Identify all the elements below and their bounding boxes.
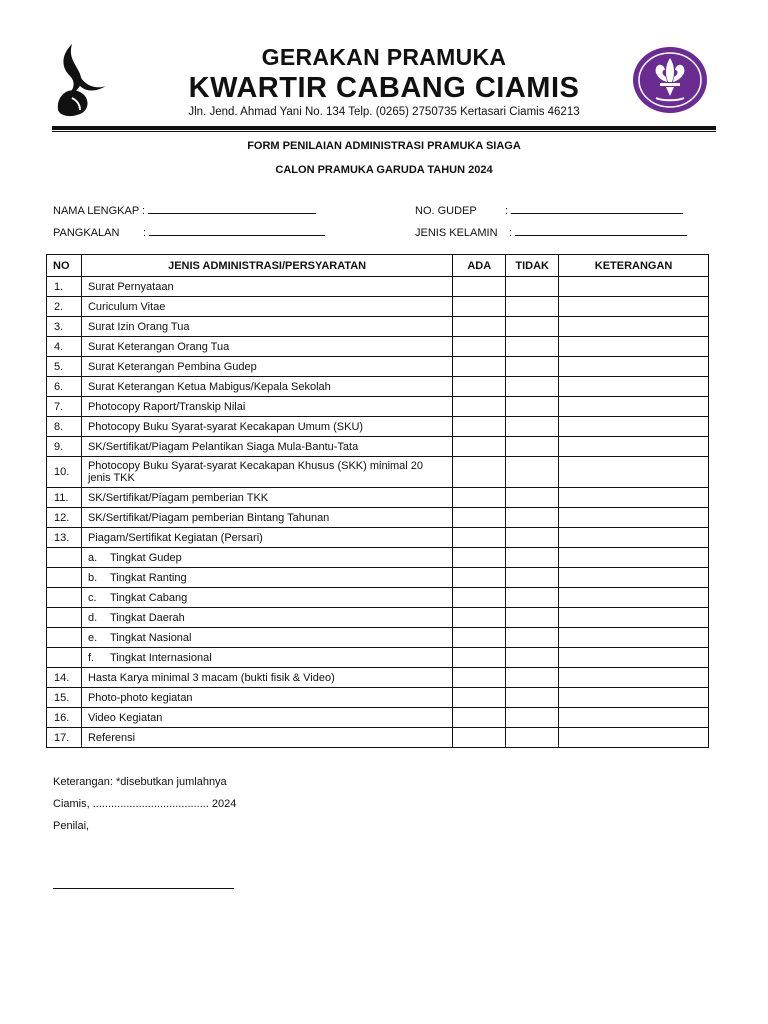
cell-ada[interactable] [453,377,506,397]
cell-keterangan[interactable] [559,337,709,357]
row-requirement: Photo-photo kegiatan [81,688,452,708]
row-number [47,628,82,648]
cell-keterangan[interactable] [559,457,709,488]
cell-ada[interactable] [453,457,506,488]
form-subtitle: CALON PRAMUKA GARUDA TAHUN 2024 [275,164,493,176]
table-row [47,277,709,297]
row-requirement [81,628,452,648]
requirements-table [46,254,709,748]
cell-keterangan[interactable] [559,648,709,668]
row-requirement: SK/Sertifikat/Piagam pemberian Bintang Tahunan [81,508,452,528]
cell-keterangan[interactable] [559,548,709,568]
col-header-ada: ADA [453,255,506,277]
table-row [47,548,709,568]
cell-keterangan[interactable] [559,297,709,317]
cell-ada[interactable] [453,568,506,588]
table-row [47,317,709,337]
row-sub-letter: e. [87,631,98,644]
field-nama[interactable] [53,203,316,217]
cell-tidak[interactable] [506,568,559,588]
row-requirement [81,608,452,628]
row-number [47,548,82,568]
table-row [47,668,709,688]
cell-tidak[interactable] [506,297,559,317]
cell-ada[interactable] [453,688,506,708]
row-number: 9. [47,437,82,457]
cell-ada[interactable] [453,648,506,668]
row-sub-letter: d. [87,611,98,624]
header-divider [52,126,716,130]
row-requirement: Surat Pernyataan [81,277,452,297]
row-requirement [81,568,452,588]
footer-note: Keterangan: *disebutkan jumlahnya [53,776,227,788]
field-kelamin-line[interactable] [515,225,687,236]
col-header-jenis: JENIS ADMINISTRASI/PERSYARATAN [81,255,452,277]
cell-keterangan[interactable] [559,528,709,548]
cell-keterangan[interactable] [559,688,709,708]
row-number [47,608,82,628]
row-requirement: Referensi [81,728,452,748]
table-row [47,457,709,488]
cell-ada[interactable] [453,528,506,548]
row-requirement [81,588,452,608]
cell-ada[interactable] [453,608,506,628]
row-requirement-text: Tingkat Cabang [109,591,188,604]
cell-tidak[interactable] [506,548,559,568]
table-row [47,337,709,357]
cell-ada[interactable] [453,317,506,337]
row-number: 5. [47,357,82,377]
table-row [47,397,709,417]
cell-keterangan[interactable] [559,277,709,297]
row-number: 14. [47,668,82,688]
row-requirement-text: Tingkat Ranting [109,571,187,584]
table-row [47,528,709,548]
row-requirement: Surat Izin Orang Tua [81,317,452,337]
field-gudep-colon: : [505,205,509,217]
cell-ada[interactable] [453,337,506,357]
cell-ada[interactable] [453,488,506,508]
row-number: 1. [47,277,82,297]
footer-assessor: Penilai, [53,820,90,832]
col-header-keterangan: KETERANGAN [559,255,709,277]
cell-ada[interactable] [453,628,506,648]
table-row [47,357,709,377]
row-number: 8. [47,417,82,437]
field-nama-line[interactable] [148,203,316,214]
field-kelamin-colon: : [509,227,513,239]
cell-keterangan[interactable] [559,377,709,397]
cell-keterangan[interactable] [559,508,709,528]
row-number: 13. [47,528,82,548]
row-requirement: Video Kegiatan [81,708,452,728]
table-row [47,608,709,628]
row-number: 3. [47,317,82,337]
field-kelamin-label: JENIS KELAMIN [415,227,498,239]
row-requirement: Curiculum Vitae [81,297,452,317]
table-row [47,297,709,317]
table-row [47,628,709,648]
branch-name: KWARTIR CABANG CIAMIS [188,72,580,104]
cell-keterangan[interactable] [559,417,709,437]
table-row [47,728,709,748]
header-divider-thin [52,131,716,132]
cell-tidak[interactable] [506,357,559,377]
row-number: 12. [47,508,82,528]
row-number: 7. [47,397,82,417]
row-number: 15. [47,688,82,708]
field-pangkalan-colon: : [143,227,147,239]
organization-name: GERAKAN PRAMUKA [261,44,507,70]
row-requirement-text: Tingkat Internasional [109,651,212,664]
row-requirement-text: Tingkat Gudep [109,551,182,564]
field-gudep-line[interactable] [511,203,683,214]
cell-tidak[interactable] [506,377,559,397]
cell-tidak[interactable] [506,648,559,668]
table-row [47,568,709,588]
row-sub-letter: b. [87,571,98,584]
field-pangkalan[interactable] [53,225,325,239]
table-row [47,588,709,608]
row-sub-letter: f. [87,651,95,664]
row-number: 4. [47,337,82,357]
field-kelamin[interactable] [415,225,687,239]
cell-tidak[interactable] [506,628,559,648]
row-requirement: Surat Keterangan Orang Tua [81,337,452,357]
cell-tidak[interactable] [506,728,559,748]
field-gudep[interactable] [415,203,683,217]
cell-tidak[interactable] [506,457,559,488]
field-pangkalan-label: PANGKALAN [53,227,120,239]
row-number: 11. [47,488,82,508]
cell-keterangan[interactable] [559,708,709,728]
cell-tidak[interactable] [506,337,559,357]
form-title: FORM PENILAIAN ADMINISTRASI PRAMUKA SIAGA [247,140,521,152]
table-row [47,488,709,508]
cell-ada[interactable] [453,548,506,568]
cell-ada[interactable] [453,668,506,688]
row-number: 2. [47,297,82,317]
row-requirement: Photocopy Buku Syarat-syarat Kecakapan Umum (SKU) [81,417,452,437]
cell-keterangan[interactable] [559,397,709,417]
row-number: 10. [47,457,82,488]
row-number [47,648,82,668]
cell-ada[interactable] [453,297,506,317]
row-requirement: Hasta Karya minimal 3 macam (bukti fisik & Video) [81,668,452,688]
table-row [47,708,709,728]
table-header-row [47,255,709,277]
cell-keterangan[interactable] [559,728,709,748]
row-number [47,588,82,608]
cell-keterangan[interactable] [559,668,709,688]
field-nama-label: NAMA LENGKAP : [53,205,146,217]
field-pangkalan-line[interactable] [149,225,325,236]
letterhead [0,0,768,135]
cell-ada[interactable] [453,728,506,748]
row-number: 17. [47,728,82,748]
field-gudep-label: NO. GUDEP [415,205,477,217]
cell-keterangan[interactable] [559,588,709,608]
row-requirement: SK/Sertifikat/Piagam Pelantikan Siaga Mula-Bantu-Tata [81,437,452,457]
table-row [47,417,709,437]
row-requirement: Piagam/Sertifikat Kegiatan (Persari) [81,528,452,548]
cell-keterangan[interactable] [559,608,709,628]
cell-tidak[interactable] [506,608,559,628]
row-number [47,568,82,588]
row-requirement-text: Tingkat Nasional [109,631,192,644]
cell-ada[interactable] [453,708,506,728]
col-header-no: NO [47,255,82,277]
row-number: 16. [47,708,82,728]
cell-tidak[interactable] [506,688,559,708]
row-requirement: Surat Keterangan Ketua Mabigus/Kepala Sekolah [81,377,452,397]
cell-keterangan[interactable] [559,317,709,337]
row-number: 6. [47,377,82,397]
cell-tidak[interactable] [506,397,559,417]
cell-keterangan[interactable] [559,568,709,588]
cell-tidak[interactable] [506,277,559,297]
row-requirement: Photocopy Buku Syarat-syarat Kecakapan Khusus (SKK) minimal 20 jenis TKK [81,457,452,488]
cell-ada[interactable] [453,417,506,437]
cell-keterangan[interactable] [559,437,709,457]
cell-ada[interactable] [453,508,506,528]
row-requirement: Surat Keterangan Pembina Gudep [81,357,452,377]
table-row [47,437,709,457]
cell-tidak[interactable] [506,708,559,728]
row-requirement: SK/Sertifikat/Piagam pemberian TKK [81,488,452,508]
row-requirement-text: Tingkat Daerah [109,611,185,624]
address: Jln. Jend. Ahmad Yani No. 134 Telp. (0265) 2750735 Kertasari Ciamis 46213 [188,106,580,118]
row-sub-letter: a. [87,551,98,564]
footer-place-date: Ciamis, ...................................... 2024 [53,798,237,810]
table-row [47,688,709,708]
col-header-tidak: TIDAK [506,255,559,277]
cell-tidak[interactable] [506,668,559,688]
cell-tidak[interactable] [506,488,559,508]
cell-ada[interactable] [453,437,506,457]
cell-ada[interactable] [453,397,506,417]
cell-tidak[interactable] [506,437,559,457]
row-requirement [81,548,452,568]
signature-line[interactable] [53,888,234,889]
cell-tidak[interactable] [506,317,559,337]
cell-tidak[interactable] [506,528,559,548]
cell-keterangan[interactable] [559,488,709,508]
cell-ada[interactable] [453,588,506,608]
cell-tidak[interactable] [506,508,559,528]
cell-keterangan[interactable] [559,357,709,377]
cell-tidak[interactable] [506,588,559,608]
table-row [47,377,709,397]
row-requirement: Photocopy Raport/Transkip Nilai [81,397,452,417]
cell-ada[interactable] [453,357,506,377]
row-sub-letter: c. [87,591,97,604]
row-requirement [81,648,452,668]
table-row [47,648,709,668]
cell-tidak[interactable] [506,417,559,437]
table-row [47,508,709,528]
cell-keterangan[interactable] [559,628,709,648]
cell-ada[interactable] [453,277,506,297]
